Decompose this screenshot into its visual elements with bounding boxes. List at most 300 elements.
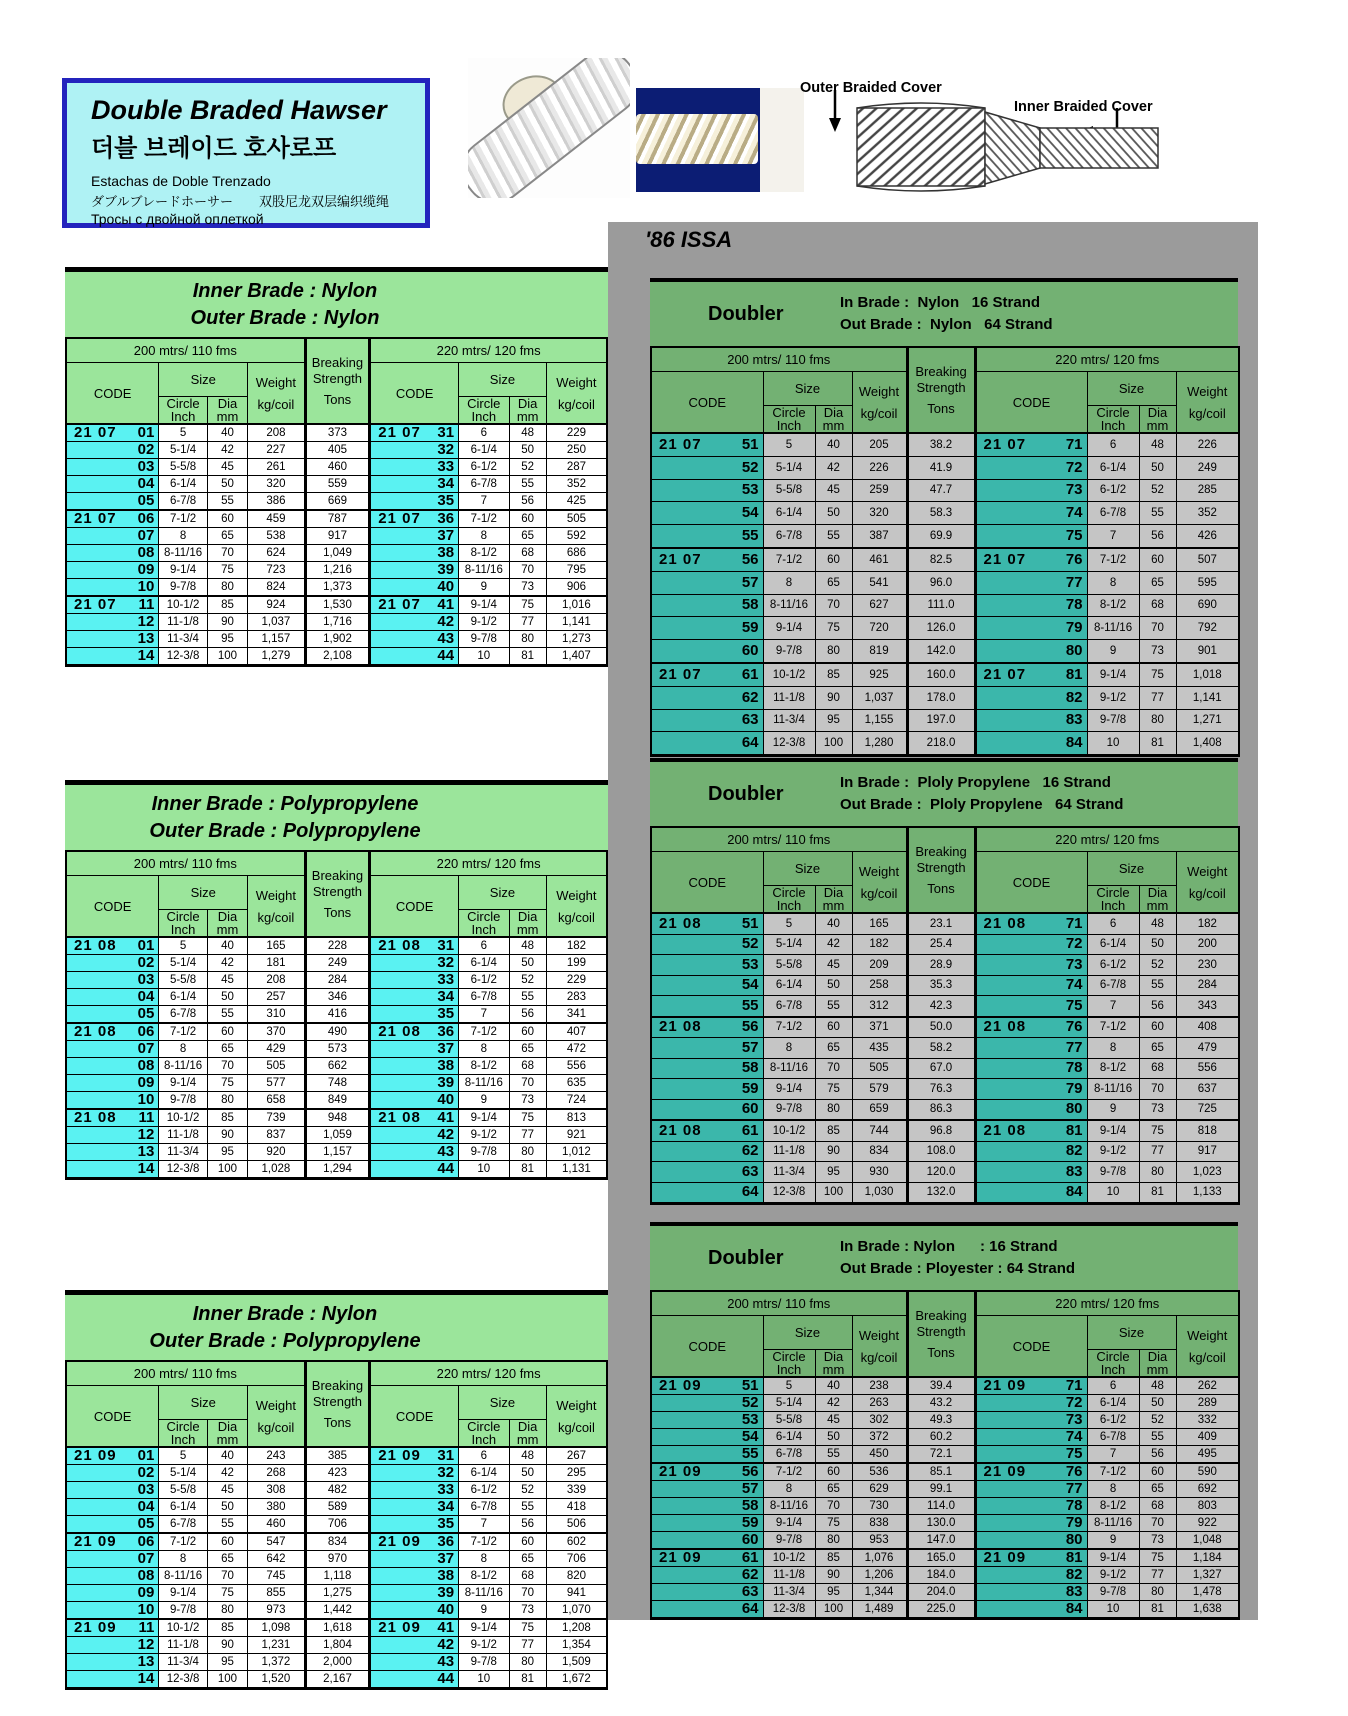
breaking-strength-cell: 50.0 [907, 1017, 975, 1038]
weight-cell: 1,489 [852, 1601, 907, 1619]
circle-inch-cell: 7 [1087, 525, 1139, 548]
circle-inch-cell: 9-1/4 [159, 1075, 207, 1092]
code-number: 82 [1065, 1566, 1083, 1583]
weight-cell: 602 [546, 1533, 607, 1551]
code-cell [66, 545, 159, 562]
weight-cell: 556 [1176, 1058, 1239, 1079]
code-header: CODE [66, 1386, 159, 1448]
size-header: Size [763, 1316, 852, 1350]
circle-inch-label: Inch [776, 1362, 802, 1377]
breaking-strength-cell: 72.1 [907, 1446, 975, 1464]
weight-cell: 925 [852, 663, 907, 686]
dia-mm-label: Dia [823, 405, 844, 420]
circle-inch-cell: 6-7/8 [1087, 502, 1139, 525]
table-row [66, 424, 607, 442]
circle-inch-cell: 12-3/8 [159, 1161, 207, 1179]
braid-diagram [795, 70, 1215, 205]
breaking-strength-cell: 849 [305, 1092, 370, 1110]
code-number: 72 [1065, 458, 1083, 476]
code-number: 61 [741, 1549, 759, 1566]
code-number: 82 [1065, 688, 1083, 706]
code-cell [651, 663, 763, 686]
dia-mm-cell: 50 [1139, 456, 1176, 479]
code-number: 02 [137, 1464, 155, 1481]
table-row [66, 1127, 607, 1144]
code-number: 63 [741, 1583, 759, 1600]
code-cell [66, 1533, 159, 1551]
weight-cell: 209 [852, 955, 907, 976]
code-number: 60 [741, 642, 759, 660]
breaking-strength-cell: 178.0 [907, 686, 975, 709]
weight-cell: 472 [546, 1041, 607, 1058]
code-cell [651, 1377, 763, 1395]
dia-mm-cell: 55 [207, 493, 247, 511]
breaking-strength-cell: 1,049 [305, 545, 370, 562]
kgcoil-label: kg/coil [1188, 885, 1226, 901]
code-number: 57 [741, 1480, 759, 1497]
circle-inch-cell: 8 [763, 1038, 815, 1059]
breaking-strength-cell: 2,000 [305, 1654, 370, 1671]
breaking-strength-cell: 120.0 [907, 1162, 975, 1183]
circle-inch-label: Inch [776, 418, 802, 433]
size-header: Size [1087, 852, 1176, 886]
weight-header [852, 372, 907, 434]
breaking-strength-cell: 82.5 [907, 548, 975, 571]
breaking-strength-label: Strength [312, 883, 363, 899]
weight-cell: 692 [1176, 1481, 1239, 1498]
table-doubler-nylon-polyester [650, 1222, 1238, 1620]
weight-cell: 744 [852, 1120, 907, 1141]
breaking-strength-cell: 706 [305, 1516, 370, 1534]
circle-inch-cell: 12-3/8 [763, 1182, 815, 1204]
code-number: 09 [137, 561, 155, 578]
weight-cell: 182 [852, 934, 907, 955]
dia-mm-cell: 65 [815, 1038, 852, 1059]
table-row [651, 1377, 1239, 1395]
dia-mm-label: Dia [1147, 885, 1168, 900]
code-number: 42 [437, 1126, 455, 1143]
code-cell [975, 571, 1087, 594]
circle-inch-label: Circle [467, 396, 501, 411]
dia-mm-label: mm [516, 1432, 539, 1447]
dia-mm-cell: 60 [207, 510, 247, 528]
circle-inch-cell: 6-1/4 [763, 975, 815, 996]
circle-inch-cell: 8-1/2 [1087, 1498, 1139, 1515]
dia-mm-cell: 95 [207, 631, 247, 648]
code-cell [651, 525, 763, 548]
code-cell [975, 479, 1087, 502]
circle-inch-cell: 9-1/4 [763, 1079, 815, 1100]
dia-mm-cell: 75 [1139, 1549, 1176, 1567]
weight-cell: 1,076 [852, 1549, 907, 1567]
code-cell [66, 459, 159, 476]
code-prefix: 21 09 [378, 1447, 421, 1464]
code-number: 32 [437, 954, 455, 971]
title-box [62, 78, 430, 228]
weight-label: Weight [255, 887, 297, 903]
dia-mm-cell: 55 [1139, 1429, 1176, 1446]
breaking-strength-cell: 114.0 [907, 1498, 975, 1515]
weight-cell: 1,030 [852, 1182, 907, 1204]
table-row [651, 663, 1239, 686]
code-cell [370, 493, 459, 511]
code-cell [370, 545, 459, 562]
code-number: 08 [137, 544, 155, 561]
weight-cell: 407 [546, 1023, 607, 1041]
table-row [66, 1516, 607, 1534]
code-header: CODE [370, 876, 459, 938]
code-cell [975, 1079, 1087, 1100]
weight-cell: 409 [1176, 1429, 1239, 1446]
dia-mm-cell: 60 [815, 1463, 852, 1481]
circle-inch-cell: 7-1/2 [763, 1463, 815, 1481]
code-cell [370, 476, 459, 493]
circle-inch-cell: 7 [459, 1006, 509, 1024]
table-row [66, 989, 607, 1006]
circle-inch-cell: 7-1/2 [1087, 1017, 1139, 1038]
breaking-strength-cell: 142.0 [907, 640, 975, 663]
dia-mm-cell: 90 [815, 686, 852, 709]
weight-cell: 200 [1176, 934, 1239, 955]
circle-inch-cell: 7-1/2 [459, 510, 509, 528]
code-number: 10 [137, 1601, 155, 1618]
code-number: 39 [437, 561, 455, 578]
code-number: 32 [437, 441, 455, 458]
dia-mm-cell: 75 [509, 1109, 546, 1127]
circle-inch-cell: 9-1/4 [1087, 663, 1139, 686]
breaking-strength-cell: 748 [305, 1075, 370, 1092]
circle-inch-cell: 8 [459, 1551, 509, 1568]
circle-inch-cell: 6 [1087, 433, 1139, 456]
code-number: 58 [741, 1059, 759, 1077]
code-number: 34 [437, 1498, 455, 1515]
code-cell [975, 686, 1087, 709]
circle-inch-cell: 11-1/8 [763, 1141, 815, 1162]
dia-mm-label: mm [216, 409, 239, 424]
dia-mm-cell: 60 [509, 1533, 546, 1551]
code-number: 01 [137, 424, 155, 441]
breaking-strength-cell: 204.0 [907, 1584, 975, 1601]
dia-mm-cell: 81 [509, 1161, 546, 1179]
code-number: 78 [1065, 1497, 1083, 1514]
weight-cell: 1,141 [546, 614, 607, 631]
table-row [66, 1619, 607, 1637]
code-cell [370, 648, 459, 666]
circle-inch-cell: 9 [459, 579, 509, 597]
dia-mm-cell: 50 [207, 1499, 247, 1516]
weight-header [248, 876, 306, 938]
circle-inch-cell: 7-1/2 [1087, 548, 1139, 571]
dia-mm-cell: 75 [815, 617, 852, 640]
dia-mm-cell: 95 [815, 1584, 852, 1601]
table-row [66, 476, 607, 493]
weight-cell: 495 [1176, 1446, 1239, 1464]
code-cell [66, 1006, 159, 1024]
dia-mm-label: mm [216, 1432, 239, 1447]
code-number: 33 [437, 458, 455, 475]
breaking-strength-label: Breaking [915, 843, 967, 859]
code-cell [370, 1465, 459, 1482]
span-220-header: 220 mtrs/ 120 fms [370, 851, 607, 876]
code-prefix: 21 09 [378, 1619, 421, 1636]
code-cell [975, 1182, 1087, 1204]
dia-mm-cell: 45 [815, 479, 852, 502]
dia-mm-cell: 100 [815, 732, 852, 756]
breaking-strength-cell: 2,167 [305, 1671, 370, 1689]
out-brade-line: Out Brade : Ployester : 64 Strand [840, 1260, 1076, 1277]
code-cell [651, 1099, 763, 1120]
spec-table [65, 1360, 608, 1690]
dia-mm-cell: 52 [509, 459, 546, 476]
span-200-header: 200 mtrs/ 110 fms [66, 851, 305, 876]
code-cell [66, 989, 159, 1006]
weight-cell: 624 [248, 545, 306, 562]
code-cell [975, 1412, 1087, 1429]
code-number: 56 [741, 1463, 759, 1480]
dia-mm-label: mm [822, 898, 845, 913]
circle-inch-cell: 8 [159, 1041, 207, 1058]
breaking-strength-cell: 58.3 [907, 502, 975, 525]
table-row [66, 442, 607, 459]
code-cell [975, 663, 1087, 686]
breaking-strength-cell: 218.0 [907, 732, 975, 756]
code-number: 58 [741, 1497, 759, 1514]
code-number: 59 [741, 619, 759, 637]
table-nylon-nylon [65, 267, 608, 667]
circle-inch-cell: 6-7/8 [1087, 975, 1139, 996]
code-number: 78 [1065, 596, 1083, 614]
code-prefix: 21 09 [983, 1549, 1027, 1566]
circle-inch-label: Inch [170, 1432, 196, 1447]
table-row [66, 1161, 607, 1179]
code-number: 12 [137, 613, 155, 630]
dia-mm-cell: 70 [1139, 617, 1176, 640]
code-cell [370, 1482, 459, 1499]
table-row [651, 571, 1239, 594]
table-row [651, 1481, 1239, 1498]
dia-mm-cell: 68 [509, 1568, 546, 1585]
circle-inch-cell: 6-7/8 [1087, 1429, 1139, 1446]
dia-mm-cell: 80 [509, 1654, 546, 1671]
circle-inch-cell: 10-1/2 [763, 1120, 815, 1141]
circle-inch-cell: 8 [763, 571, 815, 594]
span-220-header: 220 mtrs/ 120 fms [975, 1291, 1239, 1316]
code-number: 12 [137, 1126, 155, 1143]
circle-inch-cell: 9-1/2 [1087, 686, 1139, 709]
kgcoil-label: kg/coil [557, 909, 595, 925]
weight-cell: 724 [546, 1092, 607, 1110]
breaking-strength-cell: 147.0 [907, 1532, 975, 1550]
breaking-strength-cell: 405 [305, 442, 370, 459]
dia-mm-cell: 80 [207, 579, 247, 597]
code-cell [66, 1023, 159, 1041]
braid-info [840, 292, 1053, 336]
breaking-strength-label: Tons [927, 400, 955, 416]
code-cell [370, 631, 459, 648]
code-cell [66, 1144, 159, 1161]
table-row [66, 1144, 607, 1161]
circle-inch-cell: 11-3/4 [763, 1162, 815, 1183]
weight-label: Weight [1187, 1327, 1228, 1343]
circle-inch-cell: 8-1/2 [459, 1058, 509, 1075]
weight-cell: 227 [248, 442, 306, 459]
circle-inch-cell: 9-7/8 [1087, 1584, 1139, 1601]
weight-header [1176, 372, 1239, 434]
weight-cell: 1,070 [546, 1602, 607, 1620]
size-header: Size [159, 876, 248, 910]
breaking-strength-cell: 416 [305, 1006, 370, 1024]
table-row [66, 1637, 607, 1654]
dia-mm-cell: 90 [815, 1141, 852, 1162]
dia-mm-cell: 65 [1139, 1481, 1176, 1498]
table-row [651, 1120, 1239, 1141]
table-title-band [65, 267, 608, 337]
circle-inch-label: Circle [166, 1419, 200, 1434]
dia-mm-cell: 50 [509, 442, 546, 459]
code-number: 40 [437, 1091, 455, 1108]
code-number: 79 [1065, 1514, 1083, 1531]
circle-inch-cell: 10 [459, 1161, 509, 1179]
breaking-strength-cell: 165.0 [907, 1549, 975, 1567]
circle-inch-cell: 7-1/2 [459, 1023, 509, 1041]
weight-cell: 745 [248, 1568, 306, 1585]
circle-inch-cell: 5 [159, 424, 207, 442]
circle-inch-cell: 9 [1087, 1099, 1139, 1120]
dia-mm-cell: 85 [207, 1109, 247, 1127]
code-number: 75 [1065, 1445, 1083, 1462]
code-cell [370, 1006, 459, 1024]
circle-inch-cell: 10-1/2 [159, 596, 207, 614]
dia-mm-cell: 85 [815, 1549, 852, 1567]
weight-cell: 460 [248, 1516, 306, 1534]
dia-mm-cell: 68 [1139, 594, 1176, 617]
circle-inch-cell: 11-1/8 [763, 1567, 815, 1584]
weight-cell: 230 [1176, 955, 1239, 976]
table-row [651, 732, 1239, 756]
dia-mm-cell: 65 [1139, 571, 1176, 594]
weight-cell: 1,672 [546, 1671, 607, 1689]
code-cell [651, 934, 763, 955]
dia-mm-cell: 60 [1139, 1017, 1176, 1038]
code-number: 32 [437, 1464, 455, 1481]
circle-inch-label: Inch [471, 1432, 497, 1447]
weight-cell: 208 [248, 972, 306, 989]
breaking-strength-cell: 197.0 [907, 709, 975, 732]
code-prefix: 21 08 [983, 1121, 1027, 1139]
table-row [66, 1465, 607, 1482]
table-row [66, 648, 607, 666]
dia-mm-cell: 95 [207, 1654, 247, 1671]
code-prefix: 21 08 [74, 1023, 117, 1040]
code-number: 37 [437, 1040, 455, 1057]
circle-inch-cell: 6-7/8 [459, 476, 509, 493]
breaking-strength-cell: 96.8 [907, 1120, 975, 1141]
weight-cell: 1,133 [1176, 1182, 1239, 1204]
table-row [66, 972, 607, 989]
code-number: 63 [741, 1162, 759, 1180]
code-number: 11 [138, 1109, 155, 1126]
dia-mm-cell: 68 [509, 545, 546, 562]
breaking-strength-cell: 76.3 [907, 1079, 975, 1100]
code-cell [975, 617, 1087, 640]
dia-mm-cell: 42 [815, 934, 852, 955]
weight-cell: 1,012 [546, 1144, 607, 1161]
weight-cell: 229 [546, 972, 607, 989]
code-cell [66, 1075, 159, 1092]
code-cell [370, 937, 459, 955]
circle-inch-header [1087, 406, 1139, 434]
dia-mm-cell: 95 [207, 1144, 247, 1161]
circle-inch-cell: 5 [763, 913, 815, 934]
size-header: Size [159, 1386, 248, 1420]
in-brade-line: In Brade : Nylon 16 Strand [840, 294, 1041, 311]
code-cell [370, 424, 459, 442]
dia-mm-cell: 55 [207, 1516, 247, 1534]
code-prefix: 21 09 [983, 1463, 1027, 1480]
breaking-strength-cell: 1,373 [305, 579, 370, 597]
code-number: 79 [1065, 619, 1083, 637]
dia-mm-label: Dia [517, 909, 538, 924]
circle-inch-header [763, 1350, 815, 1378]
circle-inch-cell: 5-5/8 [159, 1482, 207, 1499]
weight-cell: 629 [852, 1481, 907, 1498]
circle-inch-cell: 6-7/8 [159, 1516, 207, 1534]
code-cell [651, 1498, 763, 1515]
weight-cell: 1,018 [1176, 663, 1239, 686]
table-row [651, 1162, 1239, 1183]
breaking-strength-label: Strength [916, 1323, 966, 1339]
page-title: Double Braded Hawser [91, 95, 387, 125]
weight-cell: 287 [546, 459, 607, 476]
code-cell [975, 1498, 1087, 1515]
code-cell [370, 1533, 459, 1551]
spec-table [65, 337, 608, 667]
code-number: 07 [137, 527, 155, 544]
code-cell [66, 1654, 159, 1671]
code-number: 73 [1065, 1411, 1083, 1428]
weight-header [1176, 852, 1239, 914]
circle-inch-cell: 5 [763, 433, 815, 456]
code-number: 07 [137, 1550, 155, 1567]
circle-inch-cell: 10-1/2 [763, 663, 815, 686]
dia-mm-cell: 55 [207, 1006, 247, 1024]
circle-inch-cell: 6-7/8 [159, 1006, 207, 1024]
breaking-strength-cell: 39.4 [907, 1377, 975, 1395]
code-prefix: 21 08 [659, 1121, 702, 1139]
dia-mm-cell: 70 [1139, 1079, 1176, 1100]
weight-cell: 637 [1176, 1079, 1239, 1100]
rope-cross-section-photo [636, 88, 804, 192]
code-number: 13 [137, 1143, 155, 1160]
table-doubler-polypropylene [650, 758, 1238, 1205]
code-number: 11 [138, 596, 155, 613]
code-number: 38 [437, 1057, 455, 1074]
dia-mm-cell: 48 [509, 424, 546, 442]
inner-cover-label: Inner Braided Cover [1014, 99, 1153, 115]
code-number: 73 [1065, 481, 1083, 499]
code-number: 03 [137, 971, 155, 988]
circle-inch-cell: 6 [1087, 913, 1139, 934]
kgcoil-label: kg/coil [257, 1419, 295, 1435]
code-number: 64 [741, 1183, 759, 1201]
dia-mm-cell: 50 [207, 989, 247, 1006]
code-number: 51 [741, 1377, 759, 1394]
circle-inch-cell: 9-1/4 [763, 1515, 815, 1532]
weight-cell: 818 [1176, 1120, 1239, 1141]
table-row [66, 562, 607, 579]
dia-mm-cell: 60 [207, 1023, 247, 1041]
code-number: 06 [137, 1533, 155, 1550]
